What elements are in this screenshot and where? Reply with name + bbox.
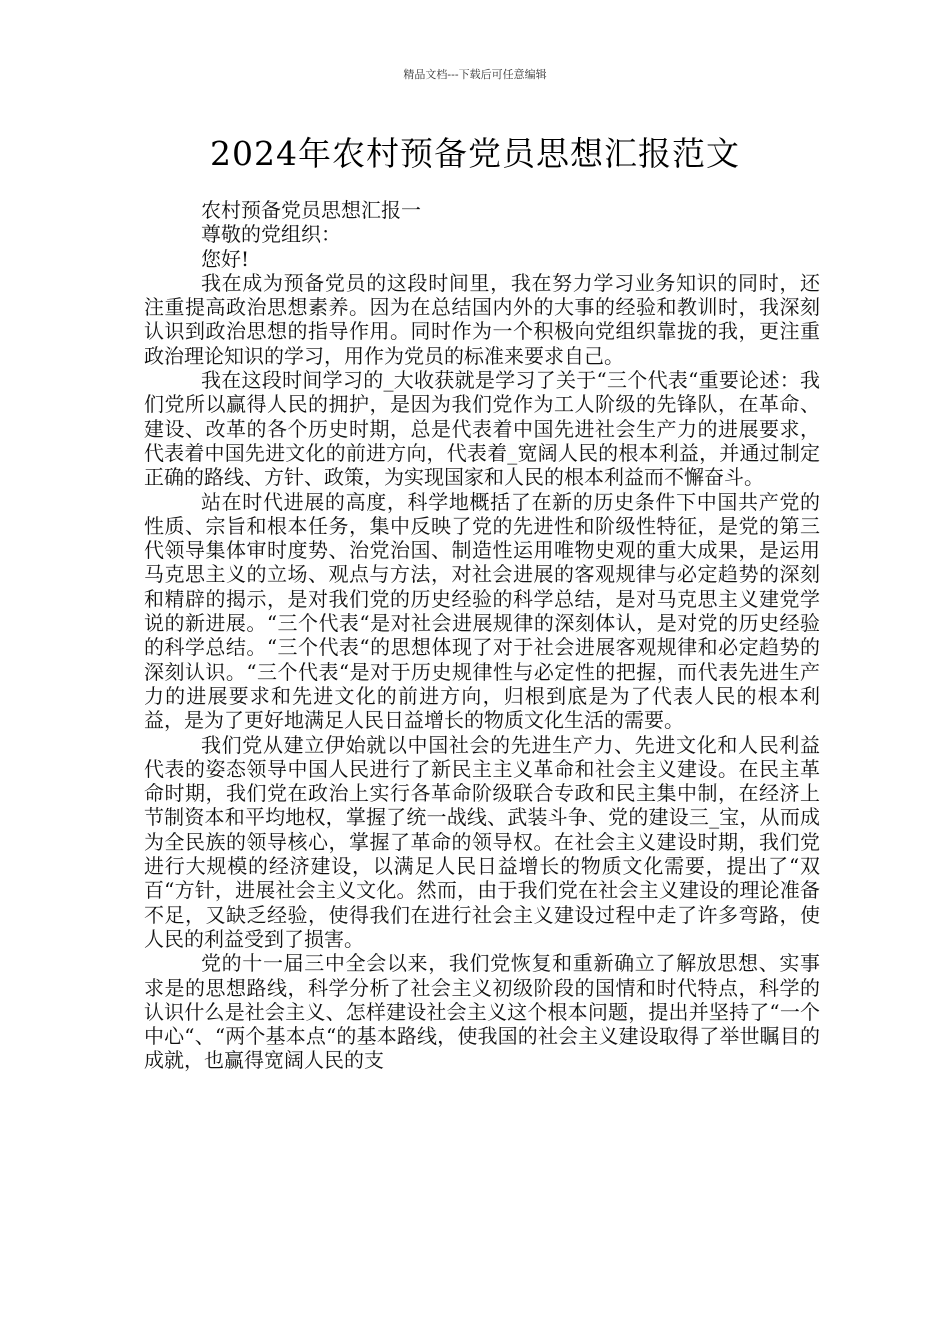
document-body	[144, 198, 820, 1073]
paragraph: 我在这段时间学习的_大收获就是学习了关于“三个代表“重要论述：我们党所以赢得人民的拥护，是因为我们党作为工人阶级的先锋队，在革命、建设、改革的各个历史时期，总是代表着中国先进社会生产力的进展要求，代表着中国先进文化的前进方向，代表着_宽阔人民的根本利益，并通过制定正确的路线、方针、政策，为实现国家和人民的根本利益而不懈奋斗。	[144, 368, 820, 490]
salutation: 尊敬的党组织：	[201, 222, 341, 247]
greeting: 您好!	[201, 246, 250, 271]
paragraph: 我在成为预备党员的这段时间里，我在努力学习业务知识的同时，还注重提高政治思想素养。因为在总结国内外的大事的经验和教训时，我深刻认识到政治思想的指导作用。同时作为一个积极向党组织靠拢的我，更注重政治理论知识的学习，用作为党员的标准来要求自己。	[144, 270, 820, 368]
paragraph: 党的十一届三中全会以来，我们党恢复和重新确立了解放思想、实事求是的思想路线，科学分析了社会主义初级阶段的国情和时代特点，科学的认识什么是社会主义、怎样建设社会主义这个根本问题，提出并坚持了“一个中心“、“两个基本点“的基本路线，使我国的社会主义建设取得了举世瞩目的成就，也赢得宽阔人民的支	[144, 951, 820, 1073]
document-title: 2024年农村预备党员思想汇报范文	[210, 134, 740, 173]
subtitle: 农村预备党员思想汇报一	[201, 198, 421, 222]
paragraph: 站在时代进展的高度，科学地概括了在新的历史条件下中国共产党的性质、宗旨和根本任务，集中反映了党的先进性和阶级性特征，是党的第三代领导集体审时度势、治党治国、制造性运用唯物史观的重大成果，是运用马克思主义的立场、观点与方法，对社会进展的客观规律与必定趋势的深刻和精辟的揭示，是对我们党的历史经验的科学总结，是对马克思主义建党学说的新进展。“三个代表“是对社会进展规律的深刻体认，是对党的历史经验的科学总结。“三个代表“的思想体现了对于社会进展客观规律和必定趋势的深刻认识。“三个代表“是对于历史规律性与必定性的把握，而代表先进生产力的进展要求和先进文化的前进方向，归根到底是为了代表人民的根本利益，是为了更好地满足人民日益增长的物质文化生活的需要。	[144, 489, 820, 733]
page-header: 精品文档---下载后可任意编辑	[403, 68, 547, 81]
paragraph: 我们党从建立伊始就以中国社会的先进生产力、先进文化和人民利益代表的姿态领导中国人民进行了新民主主义革命和社会主义建设。在民主革命时期，我们党在政治上实行各革命阶级联合专政和民主集中制，在经济上节制资本和平均地权，掌握了统一战线、武装斗争、党的建设三_宝，从而成为全民族的领导核心，掌握了革命的领导权。在社会主义建设时期，我们党进行大规模的经济建设，以满足人民日益增长的物质文化需要，提出了“双百“方针，进展社会主义文化。然而，由于我们党在社会主义建设的理论准备不足，又缺乏经验，使得我们在进行社会主义建设过程中走了许多弯路，使人民的利益受到了损害。	[144, 732, 820, 951]
